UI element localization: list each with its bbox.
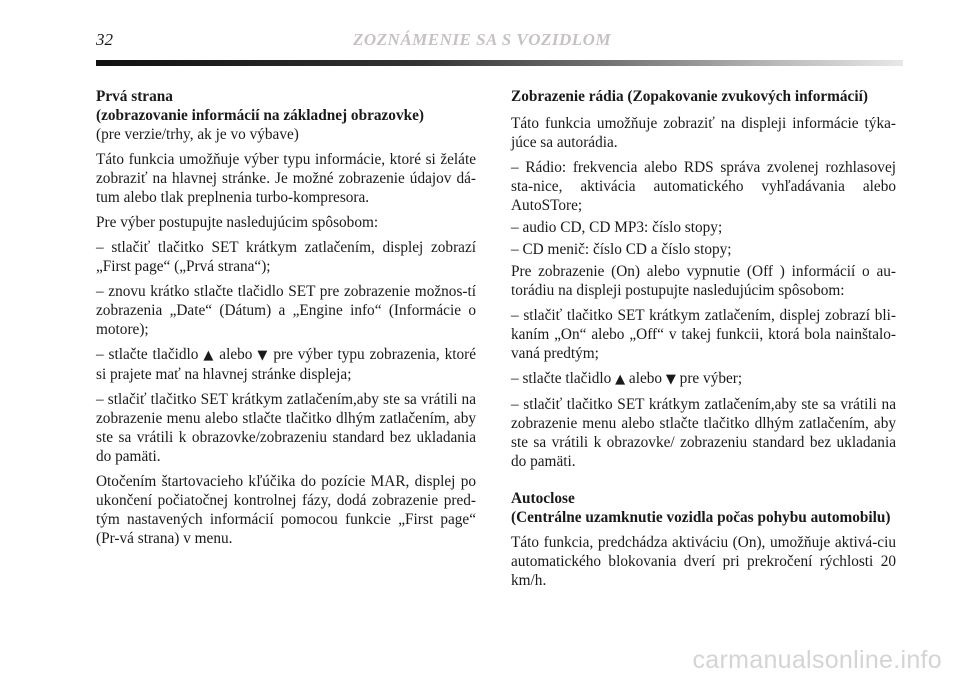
list-item: – stlačiť tlačitko SET krátkym zatlačením, displej zobrazí bli-kaním „On“ alebo „Off“ v takej funkcii, ktorá bola nainštalo-vaná predtým; bbox=[511, 307, 896, 362]
list-item: – stlačiť tlačitko SET krátkym zatlačením,aby ste sa vrátili na zobrazenie menu alebo stlačte tlačitko dlhým zatlačením, aby ste sa vrátili k obrazovke/ zobrazeniu standard bez ukladania do pamäti. bbox=[511, 396, 896, 470]
paragraph: Otočením štartovacieho kľúčika do pozície MAR, displej po ukončení počiatočnej kontrolnej fázy, dodá zobrazenie pred-tým nastavených informácií pomocou funkcie „First page“ (Pr-vá strana) v menu. bbox=[96, 473, 476, 547]
paragraph: Pre zobrazenie (On) alebo vypnutie (Off ) informácií o au-torádiu na displeji postupujte nasledujúcim spôsobom: bbox=[511, 263, 896, 299]
list-item: – stlačiť tlačitko SET krátkym zatlačením, displej zobrazí „First page“ („Prvá strana“); bbox=[96, 239, 476, 275]
section-subheading-first-page: (zobrazovanie informácií na základnej obrazovke) bbox=[96, 107, 424, 124]
down-arrow-icon: ▼ bbox=[257, 348, 269, 363]
up-arrow-icon: ▲ bbox=[203, 348, 215, 363]
list-item: – stlačte tlačidlo ▲ alebo ▼ pre výber; bbox=[511, 370, 743, 387]
section-heading-radio: Zobrazenie rádia (Zopakovanie zvukových informácií) bbox=[511, 88, 868, 105]
paragraph: Táto funkcia umožňuje výber typu informácie, ktoré si želáte zobraziť na hlavnej stránke. Je možné zobrazenie údajov dá-tum alebo tlak preplnenia turbo-kompresora. bbox=[96, 151, 476, 206]
down-arrow-icon: ▼ bbox=[665, 372, 676, 387]
section-heading-autoclose: Autoclose bbox=[511, 490, 575, 507]
paragraph: Táto funkcia umožňuje zobraziť na displeji informácie týka-júce sa autorádia. bbox=[511, 115, 896, 151]
header-rule bbox=[96, 60, 903, 66]
list-item: – znovu krátko stlačte tlačidlo SET pre zobrazenie možnos-tí zobrazenia „Date“ (Dátum) a „Engine info“ (Informácie o motore); bbox=[96, 283, 476, 338]
watermark: carmanualsonline.info bbox=[692, 646, 942, 674]
section-subheading-autoclose: (Centrálne uzamknutie vozidla počas pohybu automobilu) bbox=[511, 509, 891, 526]
page-header-title: ZOZNÁMENIE SA S VOZIDLOM bbox=[353, 30, 612, 49]
list-item: – stlačte tlačidlo ▲ alebo ▼ pre výber typu zobrazenia, ktoré si prajete mať na hlavnej stránke displeja; bbox=[96, 346, 477, 383]
list-item: – Rádio: frekvencia alebo RDS správa zvolenej rozhlasovej sta-nice, aktivácia automatického vyhľadávania alebo AutoSTore; bbox=[511, 159, 896, 214]
list-item: – stlačiť tlačitko SET krátkym zatlačením,aby ste sa vrátili na zobrazenie menu alebo stlačte tlačitko dlhým zatlačením, aby ste sa vrátili k obrazovke/zobrazeniu standard bez ukladania do pamäti. bbox=[96, 391, 476, 465]
paragraph: Pre výber postupujte nasledujúcim spôsobom: bbox=[96, 214, 379, 231]
left-column bbox=[96, 87, 476, 554]
version-note: (pre verzie/trhy, ak je vo výbave) bbox=[96, 126, 299, 143]
paragraph: Táto funkcia, predchádza aktiváciu (On), umožňuje aktivá-ciu automatického blokovania dverí pri prekročení rýchlosti 20 km/h. bbox=[511, 534, 896, 589]
page-number: 32 bbox=[96, 30, 113, 49]
list-item: – audio CD, CD MP3: číslo stopy; bbox=[511, 219, 723, 236]
right-column bbox=[511, 87, 896, 596]
list-item: – CD menič: číslo CD a číslo stopy; bbox=[511, 241, 732, 258]
up-arrow-icon: ▲ bbox=[615, 372, 626, 387]
section-heading-first-page: Prvá strana bbox=[96, 88, 173, 105]
